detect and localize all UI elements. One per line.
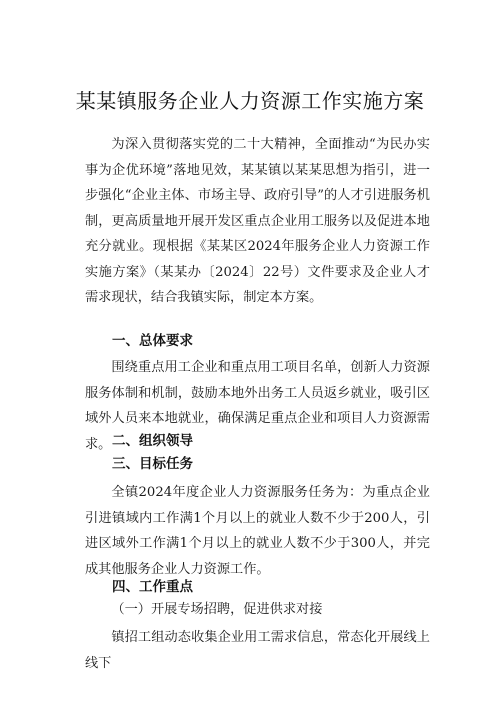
section-heading-targets: 三、目标任务 — [112, 456, 193, 472]
section-body-general-requirements: 围绕重点用工企业和重点用工项目名单，创新人力资源服务体制和机制，鼓励本地外出务工人员返乡就业，吸引区域外人员来本地就业，确保满足重点企业和项目人力资源需求。 — [85, 360, 430, 452]
subsection-heading-recruitment: （一）开展专场招聘，促进供求对接 — [111, 602, 323, 617]
section-heading-general-requirements: 一、总体要求 — [112, 333, 193, 349]
section-heading-organization: 二、组织领导 — [112, 433, 193, 449]
subsection-body-recruitment: 镇招工组动态收集企业用工需求信息，常态化开展线上线下 — [85, 630, 430, 671]
intro-paragraph: 为深入贯彻落实党的二十大精神，全面推动“为民办实事为企优环境”落地见效，某某镇以某某思想为指引，进一步强化“企业主体、市场主导、政府引导”的人才引进服务机制，更高质量地开展开发区重点企业用工服务以及促进本地充分就业。现根据《某某区2024年服务企业人力资源工作实施方案》（某某办〔2024〕22号）文件要求及企业人才需求现状，结合我镇实际，制定本方案。 — [85, 137, 430, 305]
document-title: 某某镇服务企业人力资源工作实施方案 — [75, 89, 425, 113]
section-heading-key-work: 四、工作重点 — [112, 579, 193, 595]
section-body-targets: 全镇2024年度企业人力资源服务任务为：为重点企业引进镇域内工作满1个月以上的就业人数不少于200人，引进区域外工作满1个月以上的就业人数不少于300人，并完成其他服务企业人力资源工作。 — [85, 485, 430, 577]
